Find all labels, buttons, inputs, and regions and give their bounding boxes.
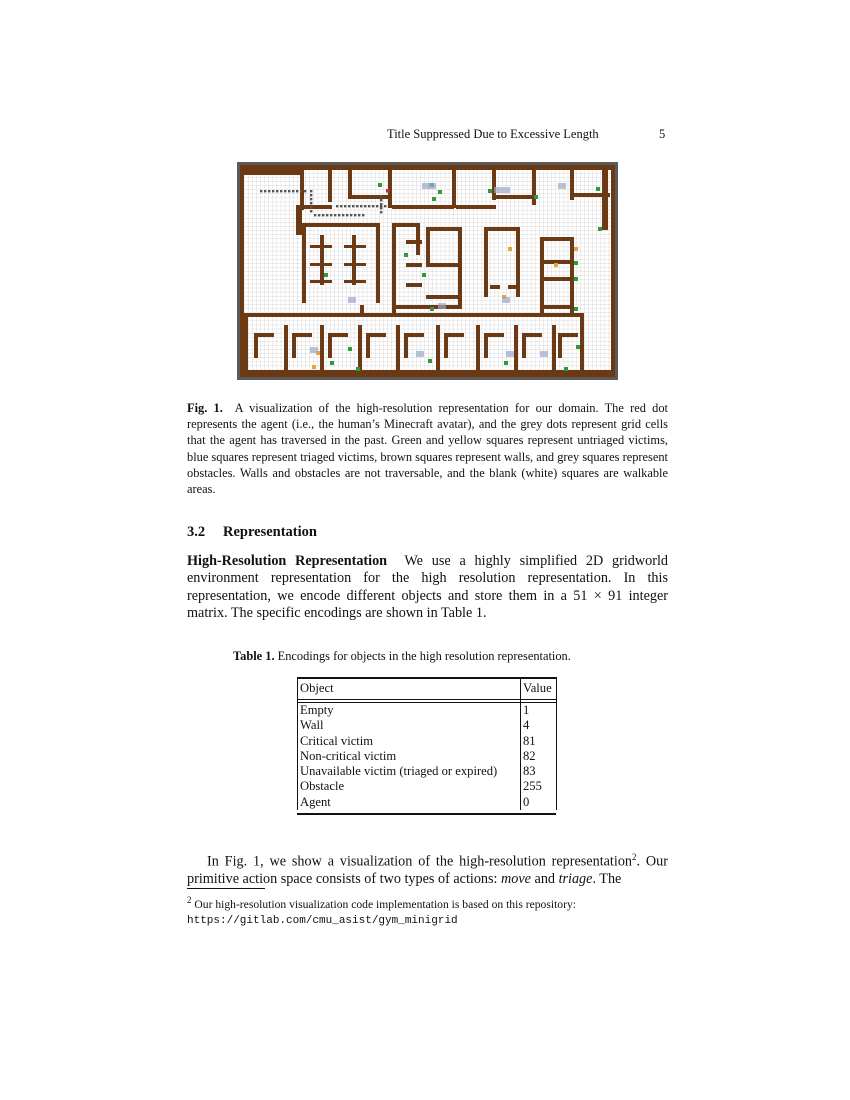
wall-segment [452,170,456,208]
trail-dot [322,214,324,216]
table-cell-object: Obstacle [298,779,521,794]
table-cell-object: Agent [298,795,521,810]
trail-dot [310,210,312,212]
trail-dot [272,190,274,192]
trail-dot [340,205,342,207]
victim-square [430,307,434,311]
trail-dot [342,214,344,216]
trail-dot [362,214,364,216]
trail-dot [264,190,266,192]
wall-segment [522,333,526,358]
triaged-victim [502,187,510,193]
paragraph-fig1 [187,849,668,888]
trail-dot [364,205,366,207]
trail-dot [354,214,356,216]
wall-segment [348,170,352,195]
page-number: 5 [659,127,666,141]
wall-segment [310,263,332,266]
victim-square [554,263,558,267]
wall-segment [302,223,380,227]
victim-square [574,261,578,265]
wall-segment [540,305,574,309]
victim-square [508,247,512,251]
trail-dot [310,194,312,196]
victim-square [574,307,578,311]
table-caption [233,649,571,664]
gridworld-map [240,165,615,377]
paragraph-text-b: . Our primitive action space consists of two types of actions: [187,853,668,888]
trail-dot [358,214,360,216]
wall-segment [426,227,430,267]
wall-segment [296,205,302,235]
wall-segment [426,295,462,299]
trail-dot [336,205,338,207]
wall-segment [242,170,300,175]
wall-segment [406,263,422,267]
trail-dot [348,205,350,207]
victim-square [428,359,432,363]
wall-segment [456,205,496,209]
trail-dot [372,205,374,207]
wall-segment [416,227,420,255]
trail-dot [304,190,306,192]
trail-dot [338,214,340,216]
action-move: move [501,871,531,888]
wall-segment [320,235,324,285]
victim-square [422,273,426,277]
wall-segment [396,325,400,370]
victim-square [534,195,538,199]
trail-dot [334,214,336,216]
trail-dot [380,199,382,201]
table-bottom-rule [297,813,556,815]
trail-dot [300,190,302,192]
table-row [298,734,557,749]
wall-segment [484,227,488,297]
trail-dot [288,190,290,192]
wall-segment [344,280,366,283]
victim-square [574,277,578,281]
trail-dot [384,205,386,207]
triaged-victim [428,183,436,189]
trail-dot [310,202,312,204]
wall-segment [244,313,584,317]
table-cell-value: 4 [521,718,557,733]
wall-segment [328,170,332,202]
trail-dot [326,214,328,216]
wall-segment [320,325,324,370]
wall-segment [240,165,244,377]
victim-square [324,273,328,277]
wall-segment [394,305,462,309]
gridworld-figure [237,162,618,380]
table-row [298,718,557,733]
wall-segment [344,263,366,266]
paragraph-text-c: and [530,871,559,888]
table-header-object: Object [298,677,521,700]
wall-segment [580,313,584,371]
table-cell-value: 83 [521,764,557,779]
trail-dot [350,214,352,216]
wall-segment [376,223,380,303]
table-cell-value: 255 [521,779,557,794]
trail-dot [380,195,382,197]
wall-segment [284,325,288,370]
wall-segment [244,317,248,375]
table-caption-label: Table 1. [233,649,275,663]
trail-dot [368,205,370,207]
wall-segment [358,325,362,370]
trail-dot [310,206,312,208]
trail-dot [260,190,262,192]
wall-segment [360,305,364,317]
wall-segment [304,205,332,209]
victim-square [356,367,360,371]
trail-dot [310,198,312,200]
wall-segment [484,333,488,358]
wall-segment [558,333,562,358]
victim-square [488,189,492,193]
paragraph-high-resolution [187,553,668,622]
wall-segment [254,333,258,358]
table-header-value: Value [521,677,557,700]
wall-segment [570,170,574,200]
trail-dot [344,205,346,207]
wall-segment [514,325,518,370]
trail-dot [330,214,332,216]
table-cell-object: Wall [298,718,521,733]
trail-dot [376,205,378,207]
wall-segment [484,227,520,231]
wall-segment [328,333,332,358]
running-title: Title Suppressed Due to Excessive Length [387,127,599,141]
wall-segment [490,285,500,289]
table-row [298,749,557,764]
trail-dot [314,214,316,216]
wall-segment [540,237,574,241]
wall-segment [404,333,408,358]
table-header-row [298,677,557,700]
victim-square [438,190,442,194]
paragraph-text-d: . The [592,871,622,888]
encodings-table [297,677,557,810]
wall-segment [310,245,332,248]
paragraph-text-a: In Fig. 1, we show a visualization of the high-resolution representation [207,853,633,870]
trail-dot [380,211,382,213]
wall-segment [611,165,615,377]
trail-dot [380,203,382,205]
figure-caption-text: A visualization of the high-resolution representation for our domain. The red dot represents the agent (i.e., the human’s Minecraft avatar), and the grey dots represent grid cells that the agent has traversed in the past. Green and yellow squares represent untriaged victims, blue squares represent triaged victims, brown squares represent walls, and grey squares represent obstacles. Walls and obstacles are not traversable, and the blank (white) squares are walkable areas. [187,401,669,497]
trail-dot [292,190,294,192]
wall-segment [406,283,422,287]
table-cell-value: 1 [521,703,557,718]
triaged-victim [494,187,502,193]
figure-caption-label: Fig. 1. [187,401,223,415]
paragraph-text: We use a highly simplified 2D gridworld environment representation for the high resolution representation. In this representation, we encode different objects and store them in a 51 × 91 integer matrix. The specific encodings are shown in Table 1. [187,553,668,621]
wall-segment [570,237,574,315]
trail-dot [280,190,282,192]
wall-segment [476,325,480,370]
wall-segment [240,370,615,377]
wall-segment [496,195,532,199]
wall-segment [426,263,462,267]
table-cell-object: Critical victim [298,734,521,749]
wall-segment [544,277,574,281]
wall-segment [292,333,296,358]
trail-dot [380,207,382,209]
table-row [298,779,557,794]
section-number: 3.2 [187,524,206,540]
trail-dot [310,190,312,192]
wall-segment [310,280,332,283]
wall-segment [344,245,366,248]
trail-dot [268,190,270,192]
footnote [187,893,668,929]
wall-segment [532,170,536,205]
victim-square [576,345,580,349]
wall-segment [392,223,396,313]
wall-segment [540,237,544,315]
table-cell-value: 82 [521,749,557,764]
wall-segment [508,285,518,289]
victim-square [348,347,352,351]
wall-segment [392,223,420,227]
wall-segment [366,333,370,358]
table-caption-text: Encodings for objects in the high resolution representation. [277,649,571,663]
victim-square [404,253,408,257]
table-row [298,764,557,779]
wall-segment [302,223,306,303]
figure-caption [187,400,668,497]
trail-dot [318,214,320,216]
trail-dot [352,205,354,207]
action-triage: triage [558,871,593,888]
wall-segment [352,235,356,285]
table-cell-object: Non-critical victim [298,749,521,764]
table-cell-value: 0 [521,795,557,810]
footnote-reference: 2 [632,852,637,862]
triaged-victim [416,351,424,357]
wall-segment [552,325,556,370]
table-cell-object: Unavailable victim (triaged or expired) [298,764,521,779]
wall-segment [444,333,448,358]
trail-dot [360,205,362,207]
triaged-victim [502,297,510,303]
trail-dot [356,205,358,207]
table-row [298,703,557,718]
wall-segment [436,325,440,370]
triaged-victim [540,351,548,357]
triaged-victim [558,183,566,189]
triaged-victim [310,347,318,353]
run-in-heading: High-Resolution Representation [187,553,388,569]
victim-square [596,187,600,191]
wall-segment [392,205,454,209]
triaged-victim [506,351,514,357]
wall-segment [492,170,496,200]
table-row [298,795,557,810]
victim-square [330,361,334,365]
victim-square [378,183,382,187]
wall-segment [426,227,462,231]
victim-square [598,227,602,231]
section-heading [187,524,317,541]
trail-dot [284,190,286,192]
footnote-text: Our high-resolution visualization code implementation is based on this repository: [194,897,576,911]
victim-square [574,247,578,251]
victim-square [504,361,508,365]
trail-dot [346,214,348,216]
triaged-victim [438,303,446,309]
section-title: Representation [223,524,317,540]
agent-dot [386,189,390,193]
footnote-url[interactable]: https://gitlab.com/cmu_asist/gym_minigrid [187,914,458,927]
trail-dot [296,190,298,192]
victim-square [432,197,436,201]
table-cell-object: Empty [298,703,521,718]
footnote-mark: 2 [187,895,192,905]
victim-square [564,367,568,371]
trail-dot [276,190,278,192]
triaged-victim [348,297,356,303]
footnote-rule [187,888,265,889]
wall-segment [602,170,608,230]
victim-square [312,365,316,369]
wall-segment [240,165,615,170]
table-cell-value: 81 [521,734,557,749]
